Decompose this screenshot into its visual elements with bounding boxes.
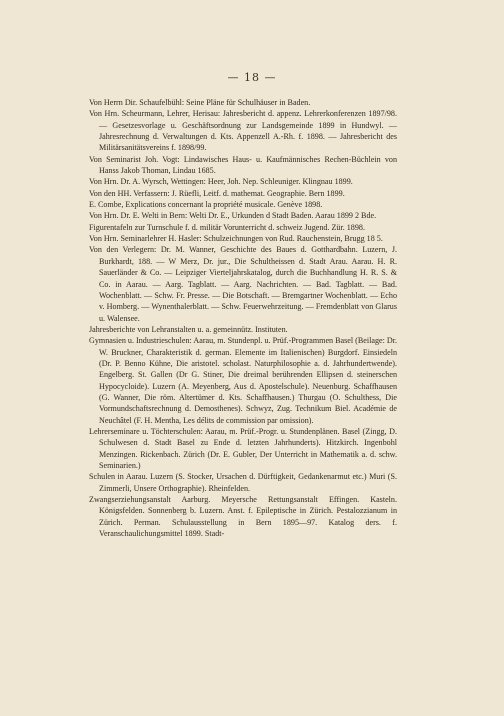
entry-verlegern: Von den Verlegern: Dr. M. Wanner, Geschichte des Baues d. Gotthardbahn. Luzern, J. Burkhardt, 188. — W Merz, Dr. jur., Die Schultheissen d. Stadt Arau. Aarau. H. R. Sauerländer & Co. — Leipziger Vierteljahrskatalog, durch die Buchhandlung H. R. S. & Co. in Aarau. — Aarg. Tagblatt. — Aarg. Nachrichten. — Bad. Tagblatt. — Bad. Wochenblatt. — Schw. Fr. Presse. — Die Botschaft. — Bremgartner Wochenblatt. — Echo v. Homberg. — Wynenthalerblatt. — Schw. Feuerwehrzeitung. — Fremdenblatt von Glarus u. Walensee.: [89, 245, 397, 323]
entry-welti: Von Hrn. Dr. E. Welti in Bern: Welti Dr. E., Urkunden d Stadt Baden. Aarau 1899 2 Bde.: [89, 211, 377, 221]
entry-wyrsch: Von Hrn. Dr. A. Wyrsch, Wettingen: Heer, Joh. Nep. Schleuniger. Klingnau 1899.: [89, 177, 353, 187]
entry-schulen: Schulen in Aarau. Luzern (S. Stocker, Ursachen d. Dürftigkeit, Gedankenarmut etc.) Muri (S. Zimmerli, Unsere Orthographie). Rheinfelden.: [89, 472, 397, 493]
entry-zwangserziehung: Zwangserziehungsanstalt Aarburg. Meyersche Rettungsanstalt Effingen. Kasteln. Königsfelden. Sonnenberg b. Luzern. Anst. f. Epileptische in Zürich. Pestalozzianum in Zürich. Perman. Schulausstellung in Bern 1895—97. Katalog ders. f. Veranschaulichungsmittel 1899. Stadt-: [89, 495, 397, 539]
entries-list: [89, 97, 397, 539]
entry-jahresberichte: Jahresberichte von Lehranstalten u. a. gemeinnütz. Instituten.: [89, 324, 288, 334]
entry-scheurmann: Von Hrn. Scheurmann, Lehrer, Herisau: Jahresbericht d. appenz. Lehrerkonferenzen 1897/98. — Gesetzesvorlage u. Geschäftsordnung zur Landsgemeinde 1899 in Hundwyl. — Jahresrechnung d. Verwaltungen d. Kts. Appenzell A.-Rh. f. 1898. — Jahresbericht des Militärsanitätsvereins f. 1898/99.: [89, 109, 397, 153]
entry-hasler: Von Hrn. Seminarlehrer H. Hasler: Schulzeichnungen von Rud. Rauchenstein, Brugg 18 5.: [89, 234, 383, 244]
entry-combe: E. Combe, Explications concernant la propriété musicale. Genève 1898.: [89, 200, 323, 210]
page-number-header: — 18 —: [227, 71, 277, 84]
entry-vogt: Von Seminarist Joh. Vogt: Lindawisches Haus- u. Kaufmännisches Rechen-Büchlein von Hanss Jakob Thoman, Lindau 1685.: [89, 154, 397, 176]
entry-lehrerseminare: Lehrerseminare u. Töchterschulen: Aarau, m. Prüf.-Progr. u. Stundenplänen. Basel (Zingg, D. Schulwesen d. Stadt Basel zu Ende d. letzten Jahrhunderts). Hitzkirch. Ingenbohl Menzingen. Rickenbach. Zürich (Dr. E. Gubler, Der Unterricht in Mathematik a. d. schw. Seminarien.): [89, 426, 397, 470]
entry-figurentafeln: Figurentafeln zur Turnschule f. d. militär Vorunterricht d. schweiz Jugend. Zür. 1898.: [89, 222, 365, 232]
entry-rueefli: Von den HH. Verfassern: J. Rüefli, Leitf. d. mathemat. Geographie. Bern 1899.: [89, 188, 345, 198]
entry-schaufelbuehl: Von Herrn Dir. Schaufelbühl: Seine Pläne für Schulhäuser in Baden.: [89, 98, 311, 107]
entry-gymnasien: Gymnasien u. Industrieschulen: Aarau, m. Stundenpl. u. Prüf.-Programmen Basel (Beilage: Dr. W. Bruckner, Charakteristik d. german. Elemente im Italienischen) Burgdorf. Einsiedeln (Dr. P. Benno Kühne, Die aristotel. scholast. Naturphilosophie a. d. Jahrhundertwende). Engelberg. St. Gallen (Dr G. Stiner, Die dreimal berührenden Ellipsen d. steinerschen Hypocycloide). Luzern (A. Meyenberg, Aus d. Apostelschule). Neuenburg. Schaffhausen (G. Wanner, Die röm. Altertümer d. Kts. Schaffhausen.) Thurgau (O. Schulthess, Die Vormundschaftsrechnung d. Demosthenes). Schwyz, Zug. Technikum Biel. Académie de Neuchâtel (F. H. Mentha, Les délits de commission par omission).: [89, 336, 397, 425]
